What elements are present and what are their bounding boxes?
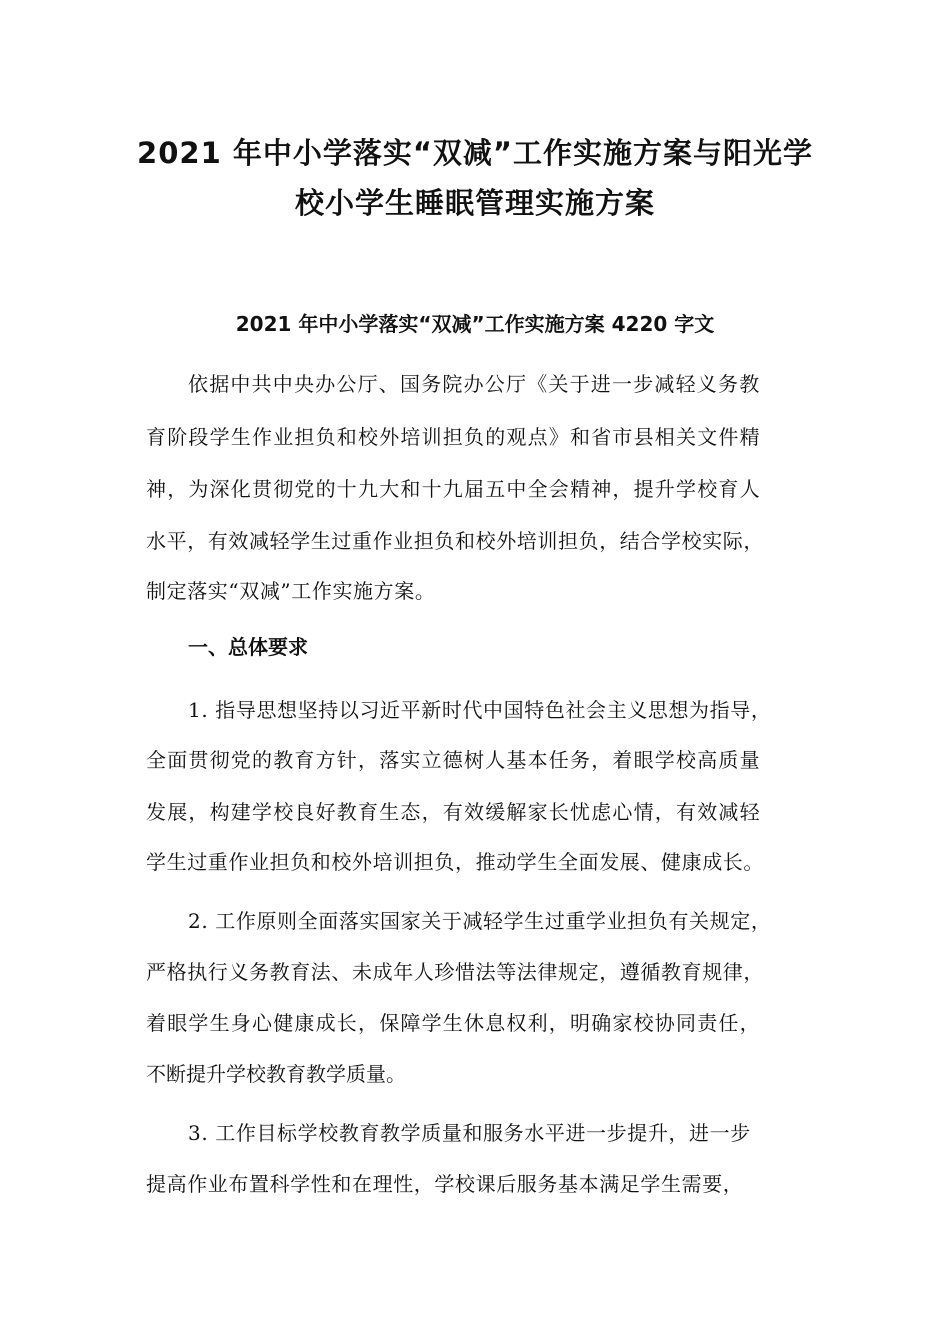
intro-line-1: 依据中共中央办公厅、国务院办公厅《关于进一步减轻义务教 (188, 372, 761, 396)
section-heading: 一、总体要求 (188, 635, 308, 659)
item-2-line-3: 着眼学生身心健康成长，保障学生休息权利，明确家校协同责任， (146, 1011, 761, 1035)
item-1-line-1: 1. 指导思想坚持以习近平新时代中国特色社会主义思想为指导， (188, 698, 772, 722)
document-title-line-1: 2021 年中小学落实“双减”工作实施方案与阳光学 (137, 136, 813, 170)
intro-line-5: 制定落实“双减”工作实施方案。 (146, 579, 436, 603)
item-1-line-4: 学生过重作业担负和校外培训担负，推动学生全面发展、健康成长。 (146, 850, 764, 874)
item-1-line-3: 发展，构建学校良好教育生态，有效缓解家长忧虑心情，有效减轻 (146, 800, 761, 824)
intro-line-4: 水平，有效减轻学生过重作业担负和校外培训担负，结合学校实际， (146, 529, 764, 553)
item-2-line-4: 不断提升学校教育教学质量。 (146, 1062, 406, 1086)
item-3-line-2: 提高作业布置科学性和在理性，学校课后服务基本满足学生需要， (146, 1172, 744, 1196)
item-1-line-2: 全面贯彻党的教育方针，落实立德树人基本任务，着眼学校高质量 (146, 748, 761, 772)
intro-line-2: 育阶段学生作业担负和校外培训担负的观点》和省市县相关文件精 (146, 425, 761, 449)
section-subtitle: 2021 年中小学落实“双减”工作实施方案 4220 字文 (235, 312, 715, 336)
item-2-line-1: 2. 工作原则全面落实国家关于减轻学生过重学业担负有关规定， (188, 909, 772, 933)
item-3-line-1: 3. 工作目标学校教育教学质量和服务水平进一步提升，进一步 (188, 1121, 751, 1145)
intro-line-3: 神，为深化贯彻党的十九大和十九届五中全会精神，提升学校育人 (146, 477, 761, 501)
document-title-line-2: 校小学生睡眠管理实施方案 (294, 186, 655, 220)
item-2-line-2: 严格执行义务教育法、未成年人珍惜法等法律规定，遵循教育规律， (146, 960, 764, 984)
